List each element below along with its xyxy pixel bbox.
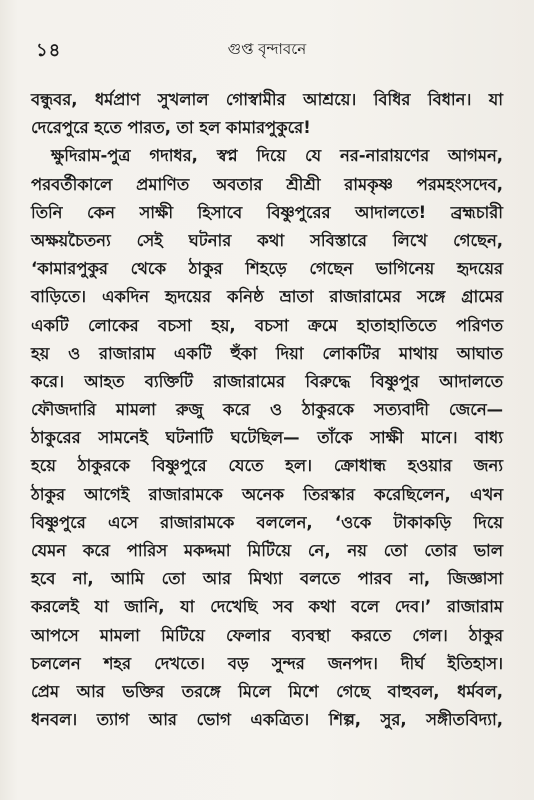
text-line: তিনি কেন সাক্ষী হিসাবে বিষ্ণুপুরের আদালতে! ব্রহ্মচারী bbox=[31, 202, 503, 222]
text-line: পরবর্তীকালে প্রমাণিত অবতার শ্রীশ্রী রামকৃষ্ণ পরমহংসদেব, bbox=[31, 174, 503, 194]
text-line: হয়ে ঠাকুরকে বিষ্ণুপুরে যেতে হল। ক্রোধান্ধ হওয়ার জন্য bbox=[31, 456, 503, 476]
text-line: হবে না, আমি তো আর মিথ্যা বলতে পারব না, জিজ্ঞাসা bbox=[31, 569, 503, 589]
paragraph bbox=[31, 142, 503, 734]
page-number: ১৪ bbox=[36, 40, 62, 61]
body-text bbox=[31, 86, 503, 734]
text-line: ফৌজদারি মামলা রুজু করে ও ঠাকুরকে সত্যবাদী জেনে— bbox=[31, 400, 503, 420]
text-line: করলেই যা জানি, যা দেখেছি সব কথা বলে দেব।’ রাজারাম bbox=[31, 597, 503, 617]
text-line: করে। আহত ব্যক্তিটি রাজারামের বিরুদ্ধে বিষ্ণুপুর আদালতে bbox=[31, 371, 503, 391]
text-line: হয় ও রাজারাম একটি হুঁকা দিয়া লোকটির মাথায় আঘাত bbox=[31, 343, 503, 363]
text-line: ‘কামারপুকুর থেকে ঠাকুর শিহড়ে গেছেন ভাগিনেয় হৃদয়ের bbox=[31, 259, 503, 279]
text-line: ক্ষুদিরাম-পুত্র গদাধর, স্বপ্ন দিয়ে যে নর-নারায়ণের আগমন, bbox=[51, 146, 503, 166]
page-header bbox=[0, 36, 534, 66]
text-line: বিষ্ণুপুরে এসে রাজারামকে বললেন, ‘ওকে টাকাকড়ি দিয়ে bbox=[31, 512, 503, 532]
text-line: ধনবল। ত্যাগ আর ভোগ একত্রিত। শিল্প, সুর, সঙ্গীতবিদ্যা, bbox=[31, 710, 503, 730]
text-line: একটি লোকের বচসা হয়, বচসা ক্রমে হাতাহাতিতে পরিণত bbox=[31, 315, 503, 335]
text-line: বাড়িতে। একদিন হৃদয়ের কনিষ্ঠ ভ্রাতা রাজারামের সঙ্গে গ্রামের bbox=[31, 287, 503, 307]
text-line: চললেন শহর দেখতে। বড় সুন্দর জনপদ। দীর্ঘ ইতিহাস। bbox=[31, 653, 503, 673]
paragraph bbox=[31, 86, 503, 142]
text-line: দেরেপুরে হতে পারত, তা হল কামারপুকুরে! bbox=[31, 118, 311, 138]
text-line: ঠাকুর আগেই রাজারামকে অনেক তিরস্কার করেছিলেন, এখন bbox=[31, 484, 503, 504]
text-line: অক্ষয়চৈতন্য সেই ঘটনার কথা সবিস্তারে লিখে গেছেন, bbox=[31, 230, 503, 250]
text-line: যেমন করে পারিস মকদ্দমা মিটিয়ে নে, নয় তো তোর ভাল bbox=[31, 541, 503, 560]
text-line: প্রেম আর ভক্তির তরঙ্গে মিলে মিশে গেছে বাহুবল, ধর্মবল, bbox=[31, 681, 503, 701]
text-line: ঠাকুরের সামনেই ঘটনাটি ঘটেছিল— তাঁকে সাক্ষী মানে। বাধ্য bbox=[31, 428, 503, 448]
text-line: বন্ধুবর, ধর্মপ্রাণ সুখলাল গোস্বামীর আশ্রয়ে। বিধির বিধান। যা bbox=[31, 90, 503, 109]
text-line: আপসে মামলা মিটিয়ে ফেলার ব্যবস্থা করতে গেল। ঠাকুর bbox=[31, 625, 503, 645]
running-head: গুপ্ত বৃন্দাবনে bbox=[227, 40, 307, 58]
